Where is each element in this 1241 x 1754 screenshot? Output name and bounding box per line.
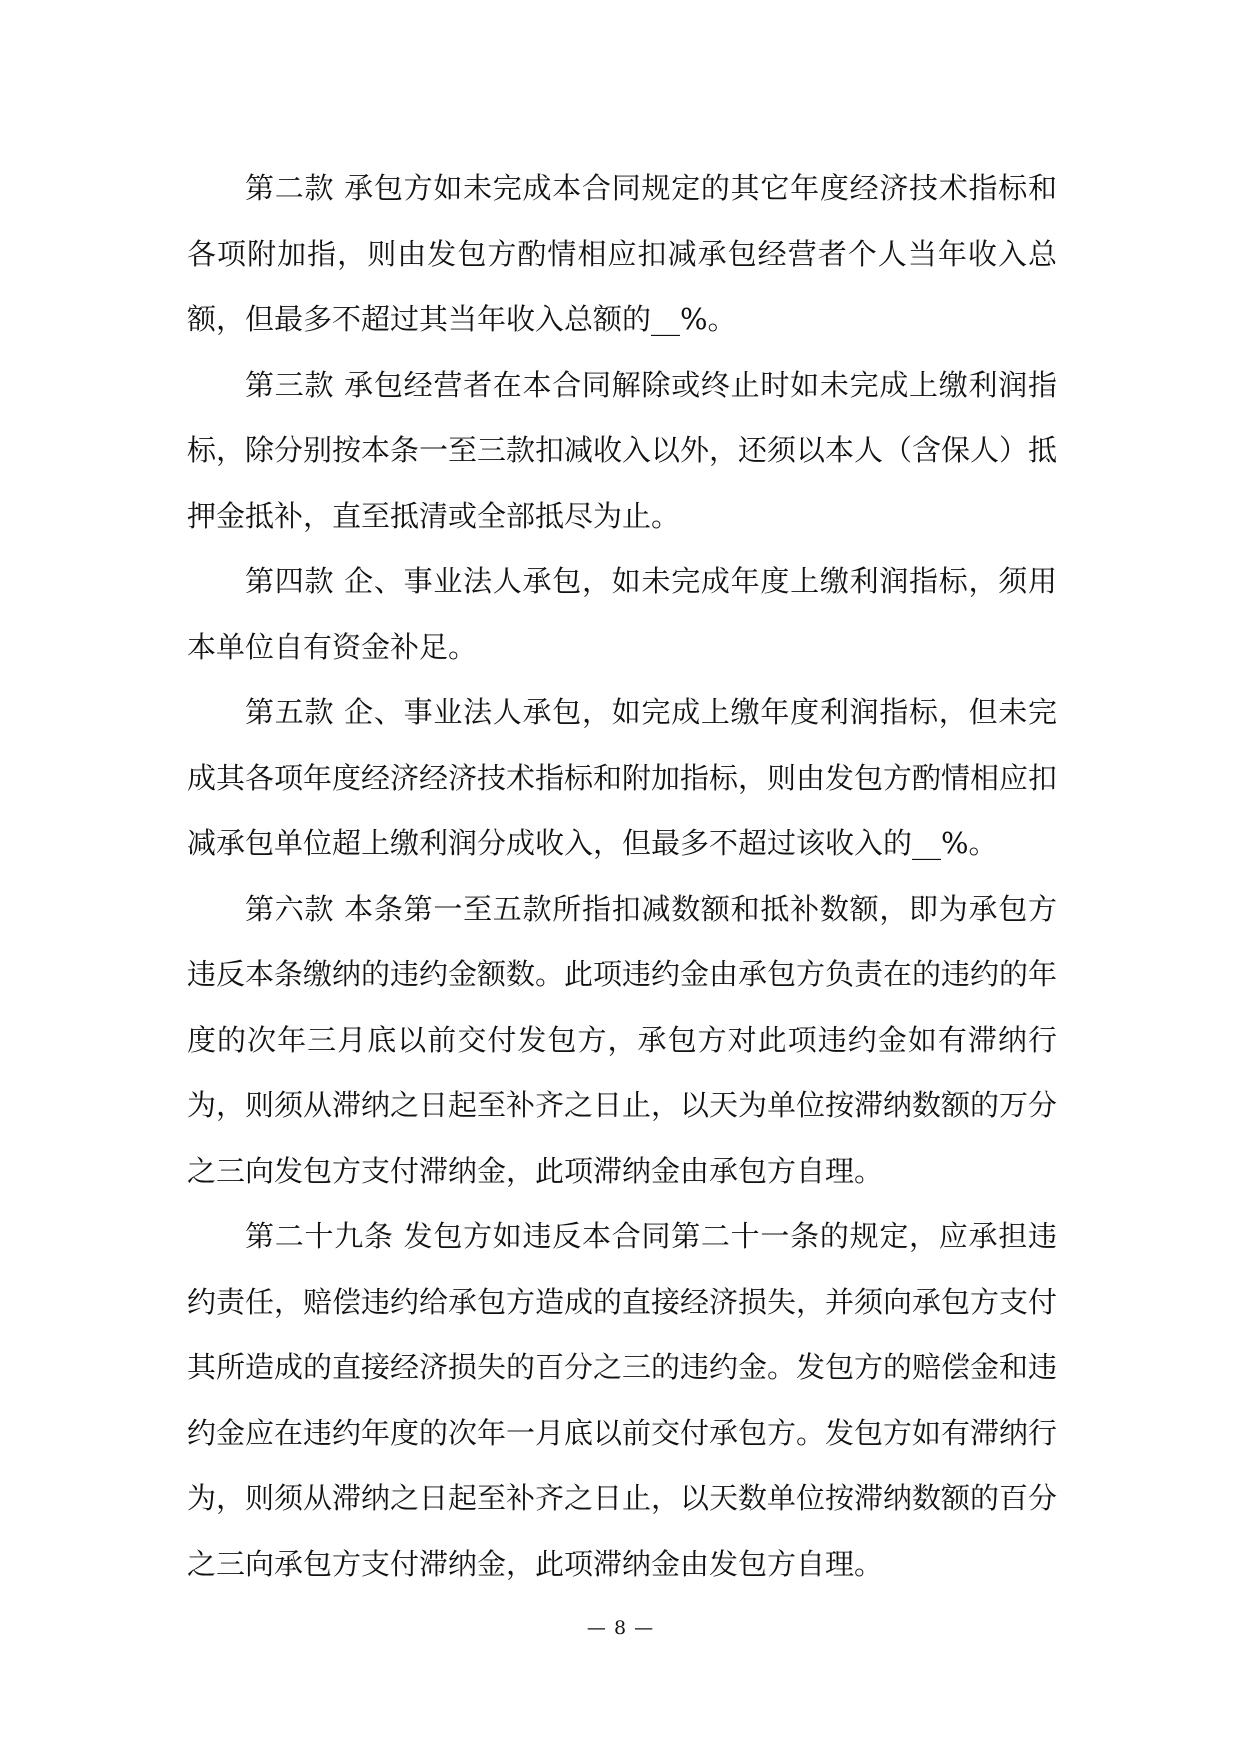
paragraph-clause-4: 第四款 企、事业法人承包，如未完成年度上缴利润指标，须用本单位自有资金补足。	[187, 564, 1057, 664]
document-body	[187, 156, 1057, 1597]
paragraph-clause-2: 第二款 承包方如未完成本合同规定的其它年度经济技术指标和各项附加指，则由发包方酌情相应扣减承包经营者个人当年收入总额，但最多不超过其当年收入总额的__%。	[187, 171, 1057, 336]
paragraph-clause-6: 第六款 本条第一至五款所指扣减数额和抵补数额，即为承包方违反本条缴纳的违约金额数。此项违约金由承包方负责在的违约的年度的次年三月底以前交付发包方，承包方对此项违约金如有滞纳行为，则须从滞纳之日起至补齐之日止，以天为单位按滞纳数额的万分之三向发包方支付滞纳金，此项滞纳金由承包方自理。	[187, 891, 1058, 1188]
paragraph-article-29: 第二十九条 发包方如违反本合同第二十一条的规定，应承担违约责任，赔偿违约给承包方造成的直接经济损失，并须向承包方支付其所造成的直接经济损失的百分之三的违约金。发包方的赔偿金和违约金应在违约年度的次年一月底以前交付承包方。发包方如有滞纳行为，则须从滞纳之日起至补齐之日止，以天数单位按滞纳数额的百分之三向承包方支付滞纳金，此项滞纳金由发包方自理。	[187, 1219, 1058, 1581]
paragraph-clause-3: 第三款 承包经营者在本合同解除或终止时如未完成上缴利润指标，除分别按本条一至三款扣减收入以外，还须以本人（含保人）抵押金抵补，直至抵清或全部抵尽为止。	[187, 367, 1058, 533]
page-number: — 8 —	[586, 1617, 655, 1639]
paragraph-clause-5: 第五款 企、事业法人承包，如完成上缴年度利润指标，但未完成其各项年度经济经济技术指标和附加指标，则由发包方酌情相应扣减承包单位超上缴利润分成收入，但最多不超过该收入的__%。	[187, 695, 1058, 860]
